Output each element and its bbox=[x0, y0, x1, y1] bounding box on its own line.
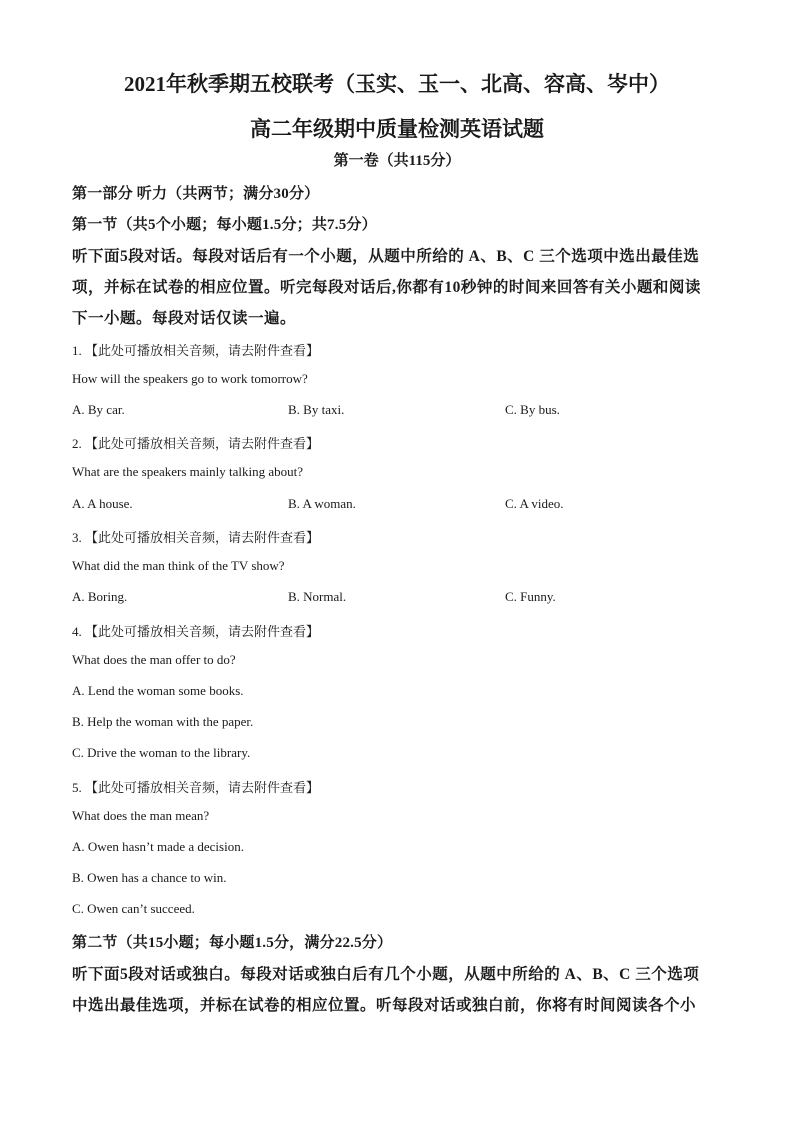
option-c: C. Funny. bbox=[505, 589, 556, 604]
option-a: A. Lend the woman some books. bbox=[72, 683, 244, 698]
option-b: B. A woman. bbox=[288, 496, 356, 511]
audio-placeholder[interactable]: 4. 【此处可播放相关音频，请去附件查看】 bbox=[72, 624, 320, 639]
question-text: What are the speakers mainly talking about? bbox=[72, 464, 304, 479]
audio-placeholder[interactable]: 1. 【此处可播放相关音频，请去附件查看】 bbox=[72, 343, 320, 358]
audio-placeholder[interactable]: 2. 【此处可播放相关音频，请去附件查看】 bbox=[72, 436, 320, 451]
option-a: A. A house. bbox=[72, 496, 133, 511]
option-c: C. Owen can’t succeed. bbox=[72, 901, 195, 916]
option-b: B. By taxi. bbox=[288, 402, 345, 417]
option-a: A. Owen hasn’t made a decision. bbox=[72, 839, 244, 854]
instruction-line: 下一小题。每段对话仅读一遍。 bbox=[72, 310, 297, 327]
section2-heading: 第二节（共15小题；每小题1.5分，满分22.5分） bbox=[72, 935, 393, 951]
question-text: What does the man offer to do? bbox=[72, 652, 236, 667]
option-b: B. Owen has a chance to win. bbox=[72, 870, 227, 885]
audio-placeholder[interactable]: 5. 【此处可播放相关音频，请去附件查看】 bbox=[72, 780, 320, 795]
option-c: C. A video. bbox=[505, 496, 564, 511]
audio-placeholder[interactable]: 3. 【此处可播放相关音频，请去附件查看】 bbox=[72, 530, 320, 545]
instruction-line: 项，并标在试卷的相应位置。听完每段对话后,你都有10秒钟的时间来回答有关小题和阅读 bbox=[72, 279, 701, 296]
question-text: What does the man mean? bbox=[72, 808, 210, 823]
exam-title-line1: 2021年秋季期五校联考（玉实、玉一、北高、容高、岑中） bbox=[124, 72, 670, 96]
option-c: C. Drive the woman to the library. bbox=[72, 745, 251, 760]
section1-heading: 第一节（共5个小题；每小题1.5分；共7.5分） bbox=[72, 217, 377, 233]
option-a: A. By car. bbox=[72, 402, 125, 417]
question-text: How will the speakers go to work tomorrow? bbox=[72, 371, 308, 386]
instruction-line: 听下面5段对话或独白。每段对话或独白后有几个小题，从题中所给的 A、B、C 三个选项 bbox=[72, 966, 700, 983]
instruction-line: 中选出最佳选项，并标在试卷的相应位置。听每段对话或独白前，你将有时间阅读各个小 bbox=[72, 997, 697, 1014]
option-c: C. By bus. bbox=[505, 402, 560, 417]
exam-title-line2: 高二年级期中质量检测英语试题 bbox=[250, 117, 544, 141]
question-text: What did the man think of the TV show? bbox=[72, 558, 285, 573]
part1-heading: 第一部分 听力（共两节；满分30分） bbox=[72, 186, 320, 202]
volume-heading: 第一卷（共115分） bbox=[333, 153, 461, 169]
option-a: A. Boring. bbox=[72, 589, 128, 604]
option-b: B. Help the woman with the paper. bbox=[72, 714, 254, 729]
option-b: B. Normal. bbox=[288, 589, 347, 604]
instruction-line: 听下面5段对话。每段对话后有一个小题，从题中所给的 A、B、C 三个选项中选出最佳选 bbox=[72, 248, 700, 265]
